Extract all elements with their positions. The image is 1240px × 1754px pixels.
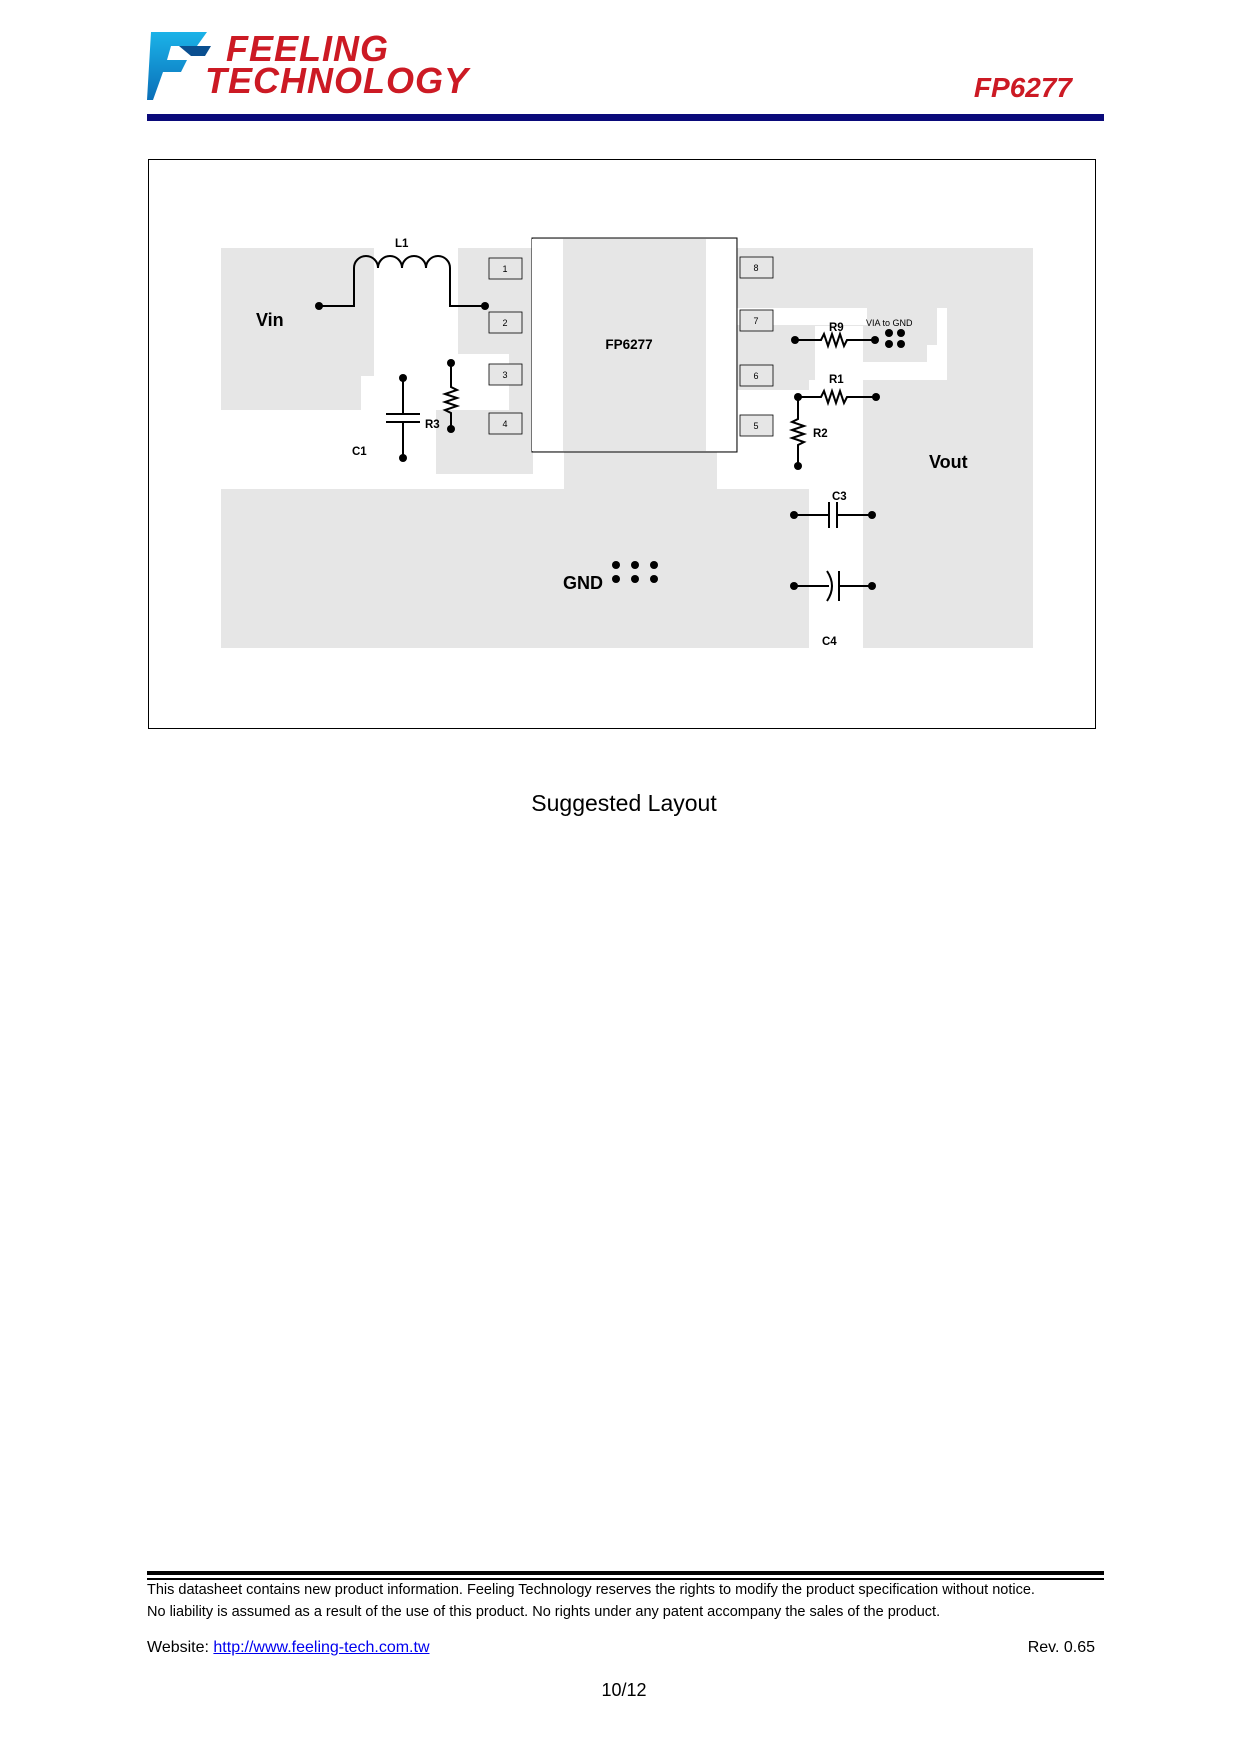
r3-label: R3 <box>425 419 440 431</box>
company-logo <box>147 26 470 110</box>
pin-3-label: 3 <box>502 370 508 380</box>
page-number: 10/12 <box>601 1680 647 1700</box>
suggested-layout-diagram <box>149 160 1097 730</box>
layout-figure-frame <box>148 159 1096 729</box>
c1-label: C1 <box>352 446 367 458</box>
footer-rule-thick <box>147 1571 1104 1575</box>
vin-label: Vin <box>256 310 284 330</box>
website-link[interactable]: http://www.feeling-tech.com.tw <box>213 1639 430 1656</box>
footer-rule-thin <box>147 1578 1104 1580</box>
pin-5-label: 5 <box>753 421 759 431</box>
r1-label: R1 <box>829 374 844 386</box>
pin-6-label: 6 <box>753 371 759 381</box>
model-number: FP6277 <box>973 72 1072 103</box>
footer-disclaimer-line1: This datasheet contains new product information. Feeling Technology reserves the rights to modify the product specification without notice. <box>147 1582 1035 1598</box>
pin-2-label: 2 <box>502 318 508 328</box>
pin-1-label: 1 <box>502 264 508 274</box>
fb-copper <box>436 443 533 474</box>
pin-7-label: 7 <box>753 316 759 326</box>
footer-website <box>147 1639 430 1657</box>
pin-8-label: 8 <box>753 263 759 273</box>
r2-label: R2 <box>813 428 828 440</box>
ic-label: FP6277 <box>605 337 653 352</box>
via-label: VIA to GND <box>866 318 913 328</box>
pin-4-label: 4 <box>502 419 508 429</box>
revision-label: Rev. 0.65 <box>1027 1639 1095 1656</box>
vout-label: Vout <box>929 452 968 472</box>
footer-disclaimer-line2: No liability is assumed as a result of the use of this product. No rights under any patent accompany the sales of the product. <box>147 1604 941 1620</box>
vin-copper <box>221 248 374 376</box>
website-label: Website: <box>147 1639 209 1656</box>
gnd-copper <box>221 489 809 648</box>
l1-label: L1 <box>395 238 409 250</box>
gnd-copper-left <box>221 376 361 410</box>
gnd-label: GND <box>563 573 603 593</box>
figure-caption: Suggested Layout <box>531 790 717 816</box>
c4-label: C4 <box>822 636 837 648</box>
header-rule <box>147 114 1104 121</box>
c3-label: C3 <box>832 491 847 503</box>
r9-label: R9 <box>829 322 844 334</box>
logo-line-technology: TECHNOLOGY <box>205 60 470 101</box>
logo-line-feeling: FEELING <box>226 28 390 69</box>
